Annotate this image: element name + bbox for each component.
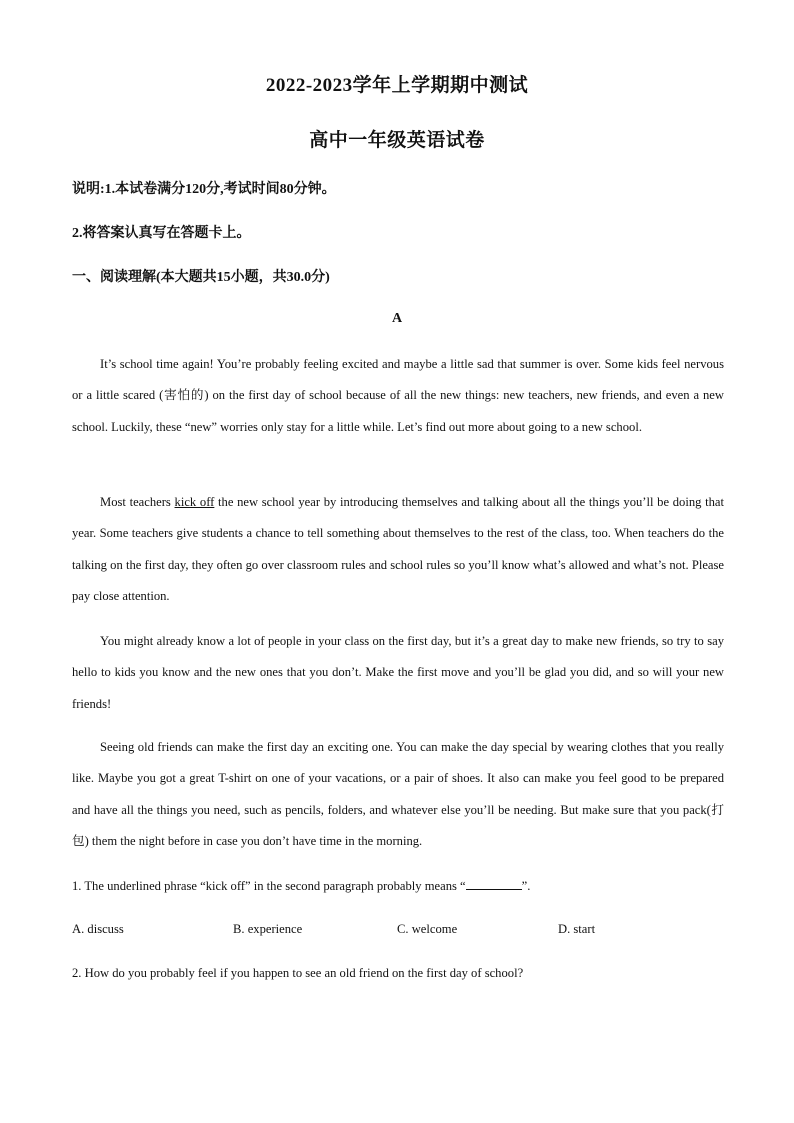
option-c: C. welcome — [397, 922, 458, 936]
paragraph-2-rest: the new school year by introducing themselves and talking about all the things you’ll be doing that year. Some teachers give students a chance to tell something about themselves to the rest of the class, too. When teachers do the talking on the first day, they often go over classroom rules and school rules so you’ll know what’s allowed and what’s not. Please pay close attention. — [72, 495, 724, 603]
option-b: B. experience — [233, 922, 303, 936]
exam-title: 2022-2023学年上学期期中测试 — [265, 75, 529, 96]
instruction-note-1: 说明:1.本试卷满分120分,考试时间80分钟。 — [72, 182, 336, 197]
answer-blank — [466, 877, 522, 890]
passage-paragraph-2 — [72, 487, 724, 612]
passage-paragraph-3: You might already know a lot of people in your class on the first day, but it’s a great day to make new friends, so try to say hello to kids you know and the new ones that you don’t. Make the first move and you’ll be glad you did, and so will your new friends! — [72, 634, 724, 711]
option-a: A. discuss — [72, 922, 124, 936]
section-heading: 一、阅读理解(本大题共15小题，共30.0分) — [72, 270, 330, 285]
instruction-note-2: 2.将答案认真写在答题卡上。 — [72, 226, 251, 241]
passage-paragraph-1: It’s school time again! You’re probably feeling excited and maybe a little sad that summer is over. Some kids feel nervous or a little scared (害怕的) on the first day of school because of all the new things: new teachers, new friends, and even a new school. Luckily, these “new” worries only stay for a little while. Let’s find out more about going to a new school. — [72, 357, 724, 434]
question-2: 2. How do you probably feel if you happen to see an old friend on the first day of school? — [72, 966, 524, 980]
exam-subtitle: 高中一年级英语试卷 — [309, 130, 485, 151]
underlined-phrase: kick off — [174, 495, 215, 509]
question-1 — [72, 877, 530, 894]
paragraph-2-lead: Most teachers — [100, 495, 175, 509]
passage-paragraph-4: Seeing old friends can make the first day an exciting one. You can make the day special by wearing clothes that you really like. Maybe you got a great T-shirt on one of your vacations, or a pair of shoes. It also can make you feel good to be prepared and have all the things you need, such as pencils, folders, and whatever else you’ll be needing. But make sure that you pack(打包) them the night before in case you don’t have time in the morning. — [72, 740, 724, 848]
option-d: D. start — [558, 922, 596, 936]
question-1-stem-end: ”. — [521, 879, 531, 893]
passage-label: A — [391, 311, 403, 326]
question-1-stem: 1. The underlined phrase “kick off” in the second paragraph probably means “ — [72, 879, 466, 893]
